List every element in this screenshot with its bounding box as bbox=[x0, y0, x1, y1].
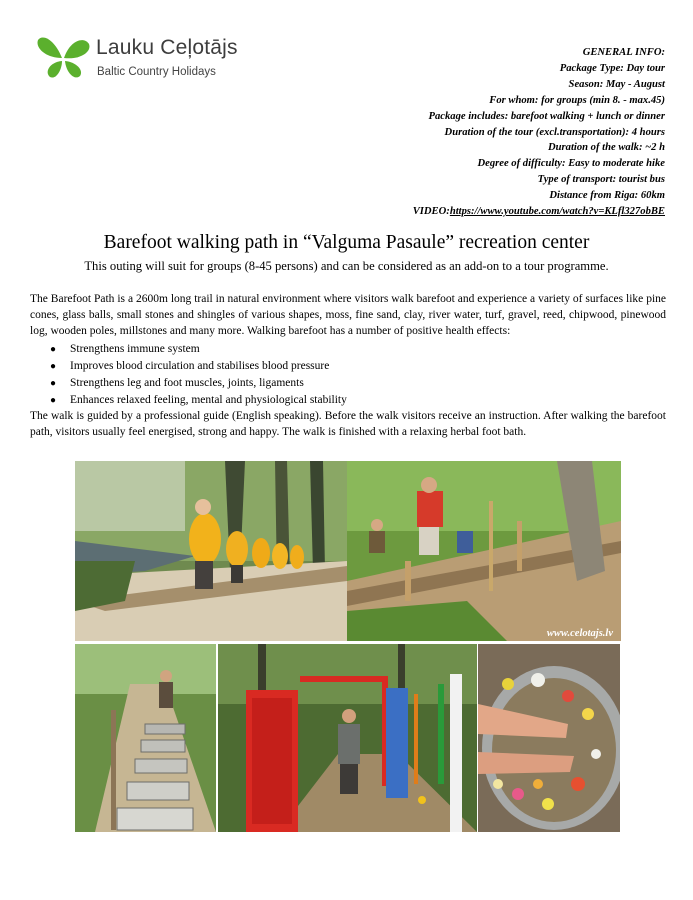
butterfly-leaf-icon bbox=[36, 32, 92, 82]
info-package-type: Package Type: Day tour bbox=[559, 62, 665, 74]
info-package-includes: Package includes: barefoot walking + lunch or dinner bbox=[428, 110, 665, 122]
description bbox=[30, 292, 666, 441]
general-info bbox=[413, 45, 665, 220]
photo-family-poles bbox=[347, 461, 621, 641]
info-transport: Type of transport: tourist bus bbox=[537, 174, 665, 186]
info-distance: Distance from Riga: 60km bbox=[549, 190, 665, 202]
list-item: ● Enhances relaxed feeling, mental and physiological stability bbox=[70, 392, 666, 409]
list-item: ● Improves blood circulation and stabilises blood pressure bbox=[70, 358, 666, 375]
info-video bbox=[413, 204, 665, 220]
photo-group-walk bbox=[75, 461, 347, 641]
general-info-heading: GENERAL INFO: bbox=[582, 47, 665, 58]
video-label: VIDEO: bbox=[412, 206, 450, 218]
intro-paragraph: The Barefoot Path is a 2600m long trail in natural environment where visitors walk barefoot and experience a variety of surfaces like pine cones, glass balls, small stones and shingles of various shapes, moss, fine sand, clay, river water, turf, gravel, reed, chipwood, pinewood log, wooden poles, millstones and many more. Walking barefoot has a number of positive health effects: bbox=[30, 293, 666, 337]
video-link[interactable]: https://www.youtube.com/watch?v=KLfl327obBE bbox=[449, 206, 665, 218]
list-item: ● Strengthens immune system bbox=[70, 341, 666, 358]
benefits-list bbox=[30, 341, 666, 409]
info-difficulty: Degree of difficulty: Easy to moderate hike bbox=[477, 158, 665, 170]
logo-name: Lauku Ceļotājs bbox=[96, 36, 238, 59]
info-for-whom: For whom: for groups (min 8. - max.45) bbox=[489, 94, 665, 106]
logo-tagline: Baltic Country Holidays bbox=[97, 66, 216, 78]
info-tour-duration: Duration of the tour (excl.transportation): 4 hours bbox=[444, 126, 665, 138]
photo-water-basins bbox=[75, 644, 216, 832]
info-season: Season: May - August bbox=[568, 78, 665, 90]
brand-logo bbox=[36, 32, 266, 84]
list-item: ● Strengthens leg and foot muscles, joints, ligaments bbox=[70, 375, 666, 392]
page-subtitle: This outing will suit for groups (8-45 persons) and can be considered as an add-on to a tour programme. bbox=[84, 259, 609, 273]
outro-paragraph: The walk is guided by a professional guide (English speaking). Before the walk visitors receive an instruction. After walking the barefoot path, visitors usually feel energised, strong and happy. The walk is finished with a relaxing herbal foot bath. bbox=[30, 409, 666, 438]
photo-herbal-foot-bath bbox=[478, 644, 620, 832]
info-walk-duration: Duration of the walk: ~2 h bbox=[548, 142, 665, 154]
photo-colored-doors bbox=[218, 644, 477, 832]
page-title: Barefoot walking path in “Valguma Pasaule” recreation center bbox=[103, 232, 590, 253]
photo-watermark: www.celotajs.lv bbox=[546, 628, 613, 639]
